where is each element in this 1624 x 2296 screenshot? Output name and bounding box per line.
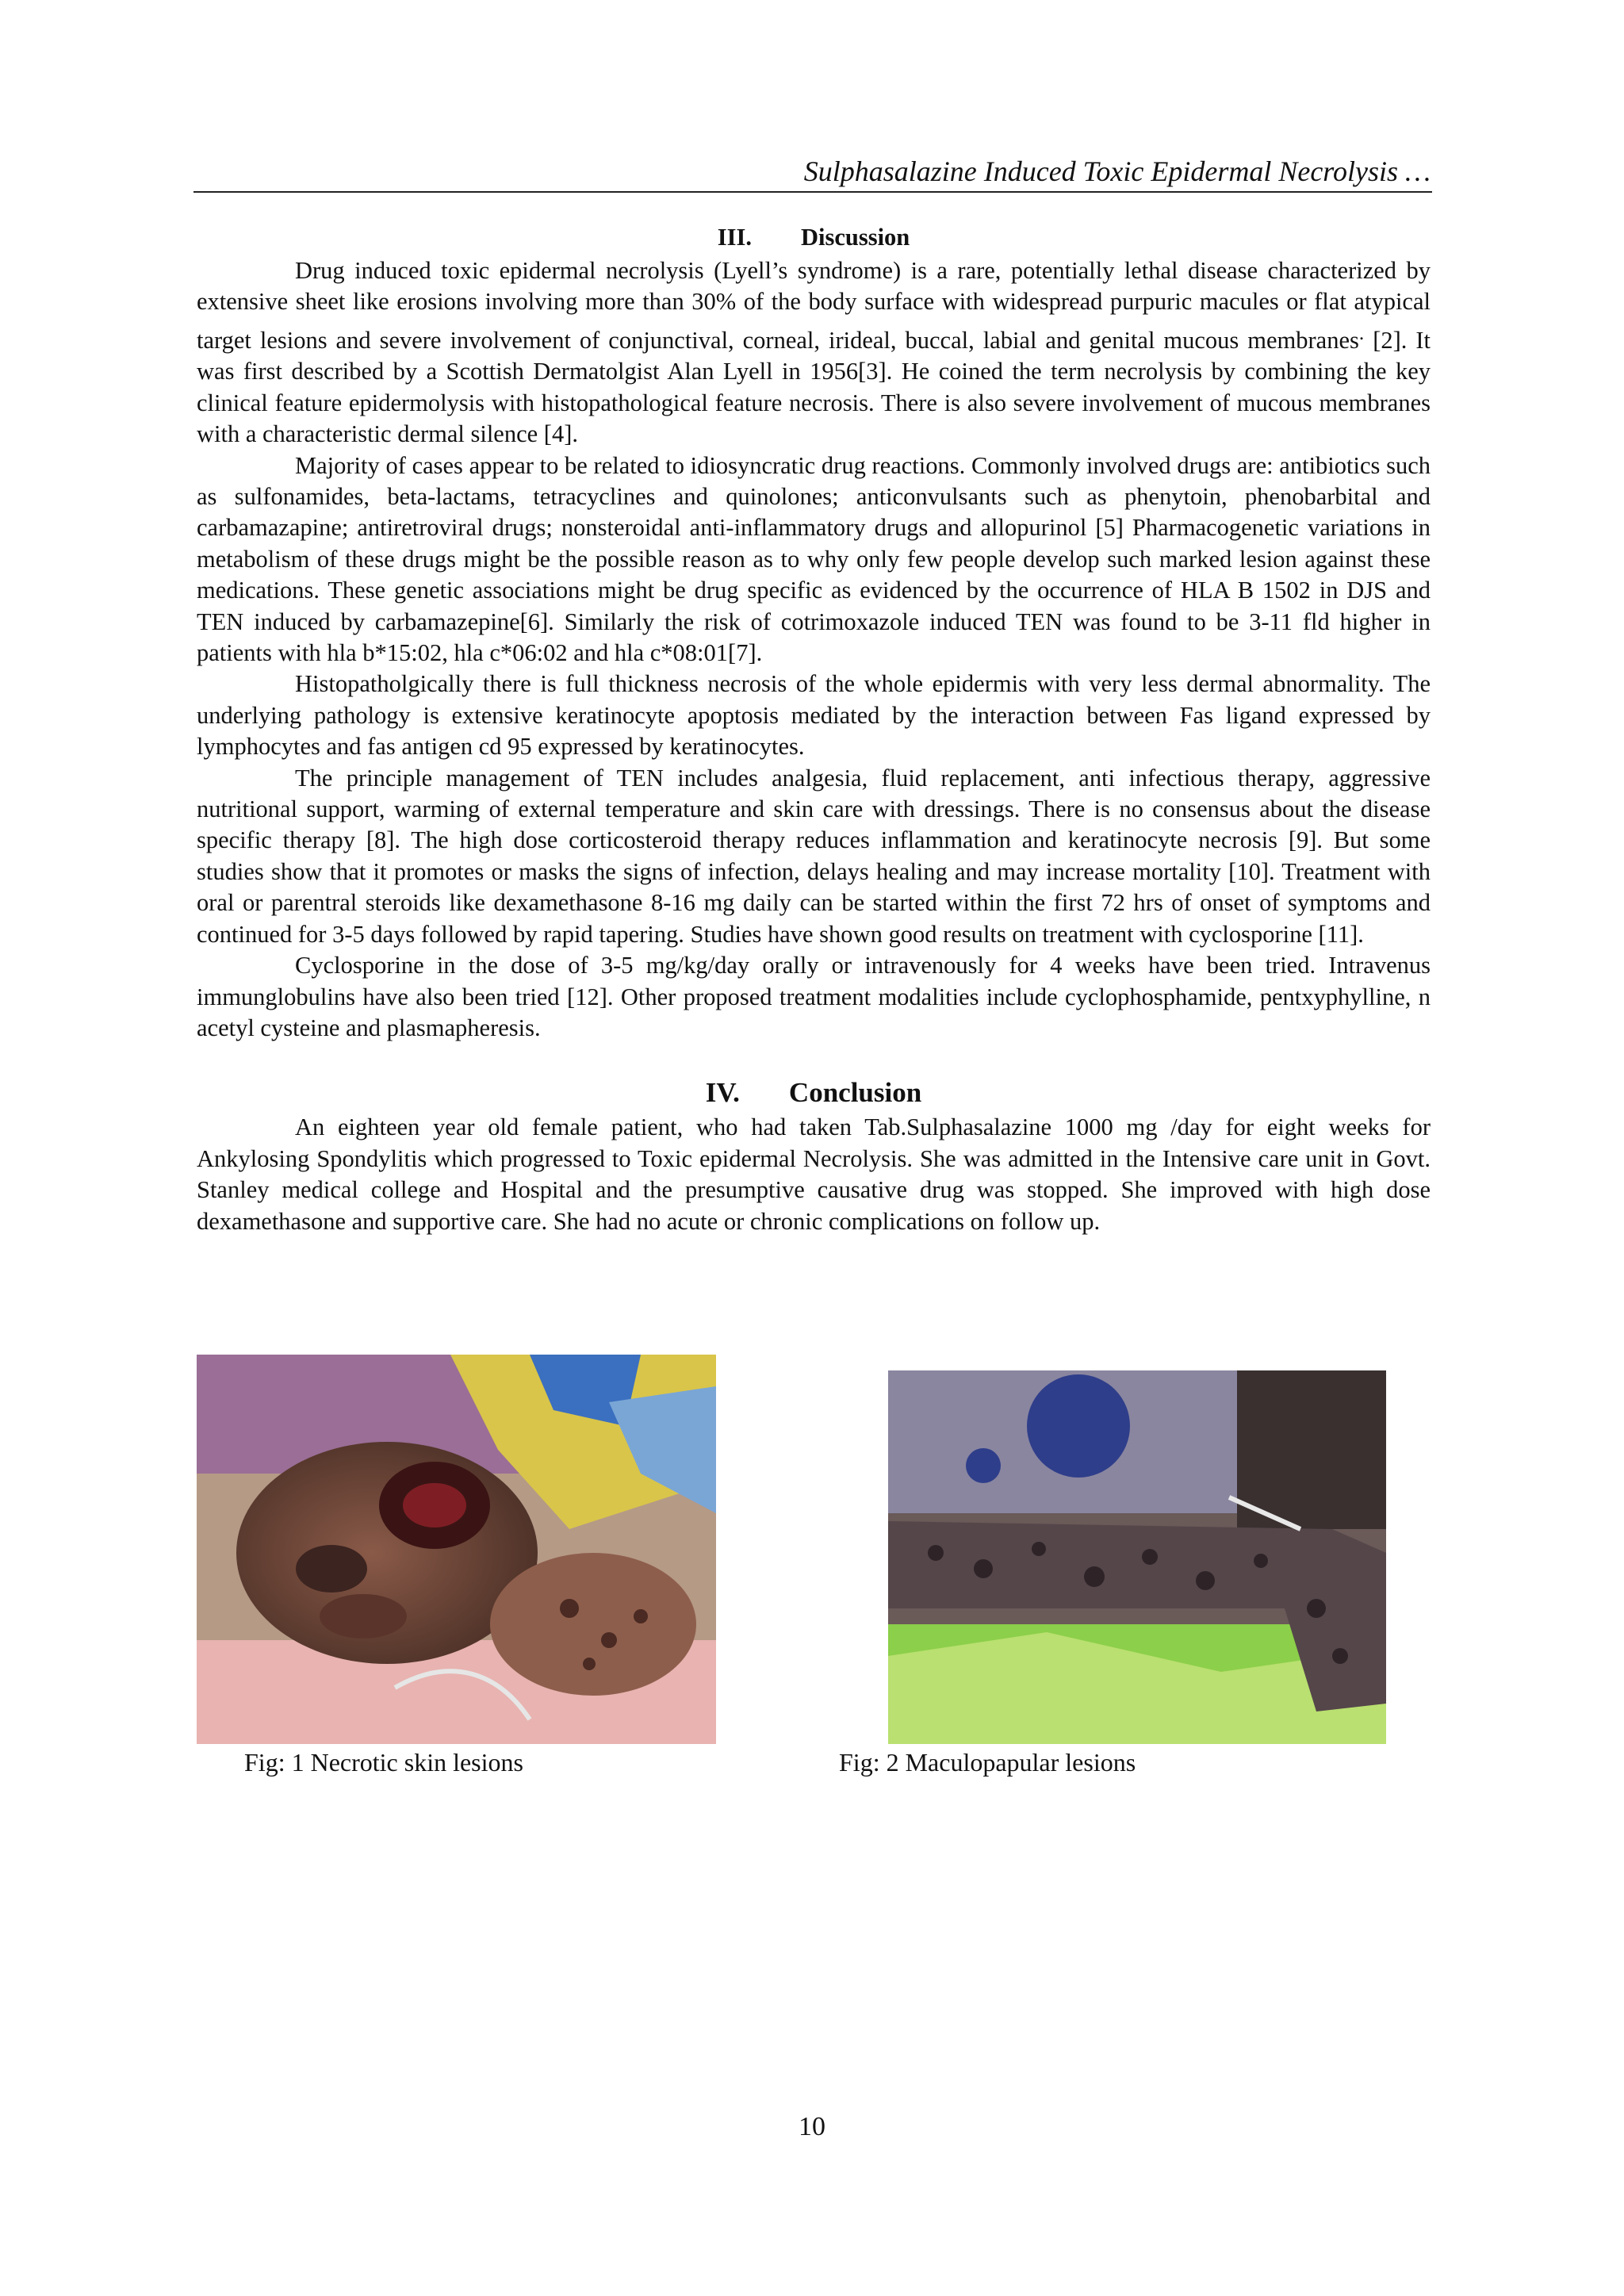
section-title: Discussion (800, 224, 910, 251)
header-rule (193, 191, 1432, 193)
figure-1-image (197, 1355, 716, 1744)
running-head: Sulphasalazine Induced Toxic Epidermal Necrolysis … (803, 155, 1431, 187)
discussion-heading (197, 219, 1431, 255)
paragraph-text: Drug induced toxic epidermal necrolysis (Lyell’s syndrome) is a rare, potentially lethal disease characterized by extensive sheet like erosions involving more than 30% of the body surface with widespread purpuric macules or flat atypical target lesions and severe involvement of conjunctival, corneal, irideal, buccal, labial and genital mucous membranes (197, 257, 1431, 354)
figure-1-caption: Fig: 1 Necrotic skin lesions (244, 1748, 523, 1777)
figure-2-caption: Fig: 2 Maculopapular lesions (839, 1748, 1136, 1777)
section-title: Conclusion (788, 1077, 922, 1109)
figure-2-photo (888, 1370, 1386, 1744)
page-number: 10 (799, 2112, 825, 2141)
paragraph-text: [2]. It was first described by a Scottish Dermatolgist Alan Lyell in 1956[3]. He coined the term necrolysis by combining the key clinical feature epidermolysis with histopathological feature necrosis. There is also severe involvement of mucous membranes with a characteristic dermal silence [4]. (197, 326, 1431, 448)
conclusion-paragraph: An eighteen year old female patient, who had taken Tab.Sulphasalazine 1000 mg /day for eight weeks for Ankylosing Spondylitis which progressed to Toxic epidermal Necrolysis. She was admitted in the Intensive care unit in Govt. Stanley medical college and Hospital and the presumptive causative drug was stopped. She improved with high dose dexamethasone and supportive care. She had no acute or chronic complications on follow up. (197, 1114, 1431, 1235)
conclusion-heading (197, 1074, 1431, 1112)
section-number: III. (717, 224, 752, 251)
discussion-paragraph-1 (197, 255, 1431, 450)
section-number: IV. (705, 1077, 740, 1109)
discussion-paragraph-3: Histopatholgically there is full thickness necrosis of the whole epidermis with very less dermal abnormality. The underlying pathology is extensive keratinocyte apoptosis mediated by the interaction between Fas ligand expressed by lymphocytes and fas antigen cd 95 expressed by keratinocytes. (197, 670, 1431, 761)
article-body (197, 219, 1431, 1237)
discussion-paragraph-4: The principle management of TEN includes analgesia, fluid replacement, anti infectious therapy, aggressive nutritional support, warming of external temperature and skin care with dressings. There is no consensus about the disease specific therapy [8]. The high dose corticosteroid therapy reduces inflammation and keratinocyte necrosis [9]. But some studies show that it promotes or masks the signs of infection, delays healing and may increase mortality [10]. Treatment with oral or parentral steroids like dexamethasone 8-16 mg daily can be started within the first 72 hrs of onset of symptoms and continued for 3-5 days followed by rapid tapering. Studies have shown good results on treatment with cyclosporine [11]. (197, 764, 1431, 948)
figure-1-photo (197, 1355, 716, 1744)
discussion-paragraph-5: Cyclosporine in the dose of 3-5 mg/kg/day orally or intravenously for 4 weeks have been tried. Intravenus immunglobulins have also been tried [12]. Other proposed treatment modalities include cyclophosphamide, pentxyphylline, n acetyl cysteine and plasmapheresis. (197, 952, 1431, 1041)
figure-2-image (888, 1370, 1386, 1744)
discussion-paragraph-2: Majority of cases appear to be related to idiosyncratic drug reactions. Commonly involved drugs are: antibiotics such as sulfonamides, beta-lactams, tetracyclines and quinolones; anticonvulsants such as phenytoin, phenobarbital and carbamazapine; antiretroviral drugs; nonsteroidal anti-inflammatory drugs and allopurinol [5] Pharmacogenetic variations in metabolism of these drugs might be the possible reason as to why only few people develop such marked lesion against these medications. These genetic associations might be drug specific as evidenced by the occurrence of HLA B 1502 in DJS and TEN induced by carbamazepine[6]. Similarly the risk of cotrimoxazole induced TEN was found to be 3-11 fld higher in patients with hla b*15:02, hla c*06:02 and hla c*08:01[7]. (197, 451, 1431, 667)
superscript-mark: . (1358, 321, 1365, 344)
